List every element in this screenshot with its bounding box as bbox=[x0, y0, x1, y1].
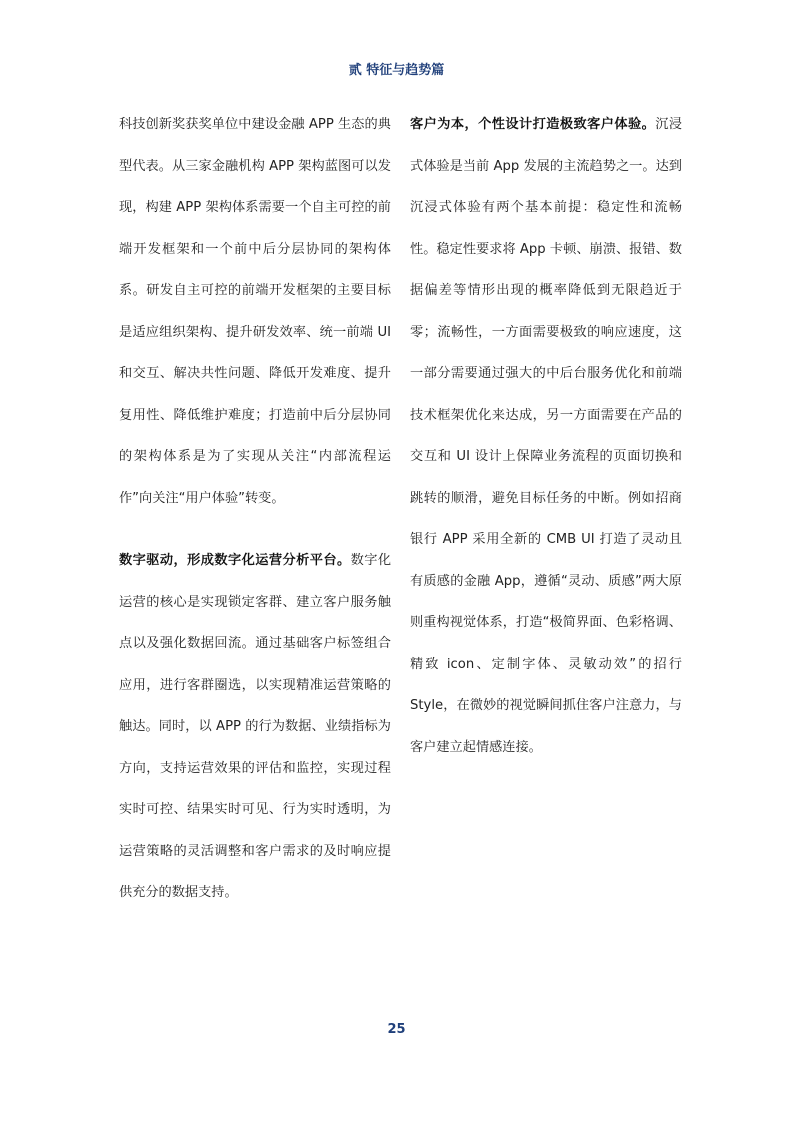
paragraph-lead-heading: 客户为本，个性设计打造极致客户体验。 bbox=[410, 117, 656, 132]
left-column bbox=[119, 104, 391, 914]
paragraph-app-architecture: 科技创新奖获奖单位中建设金融 APP 生态的典型代表。从三家金融机构 APP 架构蓝图可以发现，构建 APP 架构体系需要一个自主可控的前端开发框架和一个前中后分层协同的架构体系。研发自主可控的前端开发框架的主要目标是适应组织架构、提升研发效率、统一前端 UI 和交互、解决共性问题、降低开发难度、提升复用性、降低维护难度；打造前中后分层协同的架构体系是为了实现从关注“内部流程运作”向关注“用户体验”转变。 bbox=[119, 117, 391, 506]
paragraph-gap bbox=[119, 519, 391, 540]
paragraph-body: 数字化运营的核心是实现锁定客群、建立客户服务触点以及强化数据回流。通过基础客户标签组合应用，进行客群圈选，以实现精准运营策略的触达。同时，以 APP 的行为数据、业绩指标为方向，支持运营效果的评估和监控，实现过程实时可控、结果实时可见、行为实时透明，为运营策略的灵活调整和客户需求的及时响应提供充分的数据支持。 bbox=[119, 553, 392, 900]
right-column bbox=[410, 104, 682, 768]
paragraph-lead-heading: 数字驱动，形成数字化运营分析平台。 bbox=[119, 553, 351, 568]
page-number: 25 bbox=[387, 1022, 406, 1037]
paragraph-body: 沉浸式体验是当前 App 发展的主流趋势之一。达到沉浸式体验有两个基本前提：稳定性和流畅性。稳定性要求将 App 卡顿、崩溃、报错、数据偏差等情形出现的概率降低到无限趋近于零；流畅性，一方面需要极致的响应速度，这一部分需要通过强大的中后台服务优化和前端技术框架优化来达成，另一方面需要在产品的交互和 UI 设计上保障业务流程的页面切换和跳转的顺滑，避免目标任务的中断。例如招商银行 APP 采用全新的 CMB UI 打造了灵动且有质感的金融 App，遵循“灵动、质感”两大原则重构视觉体系，打造“极简界面、色彩格调、精致 icon、定制字体、灵敏动效”的招行 Style，在微妙的视觉瞬间抓住客户注意力，与客户建立起情感连接。 bbox=[410, 117, 683, 755]
page-header: 贰 特征与趋势篇 bbox=[348, 63, 445, 78]
paragraph-data-driven bbox=[119, 540, 391, 914]
paragraph-customer-experience bbox=[410, 104, 682, 768]
